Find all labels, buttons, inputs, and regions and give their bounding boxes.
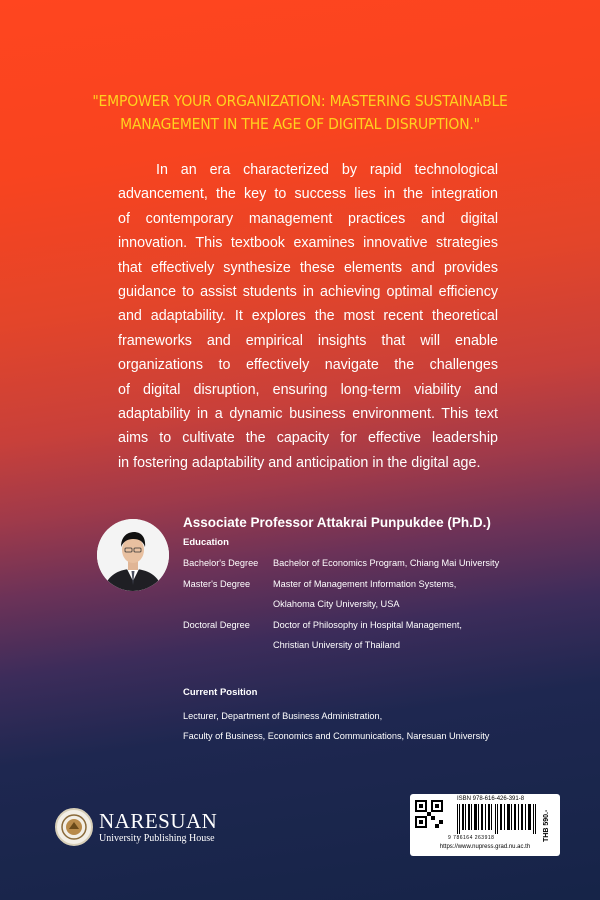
author-photo — [97, 519, 169, 591]
position-line: Faculty of Business, Economics and Communications, Naresuan University — [183, 731, 490, 741]
description-line: that effectively synthesize these elements and provides — [118, 259, 498, 276]
book-description — [118, 158, 498, 475]
description-line: frameworks and empirical insights that will enable — [118, 332, 498, 349]
education-heading: Education — [183, 537, 229, 548]
description-line: advancement, the key to success lies in the integration — [118, 186, 498, 203]
quote-line-1: "EMPOWER YOUR ORGANIZATION: MASTERING SUSTAINABLE — [92, 92, 508, 110]
description-line: and adaptability. It explores the most recent theoretical — [118, 308, 498, 325]
qr-code-icon — [415, 800, 443, 828]
price-label: THB 590.- — [543, 809, 550, 842]
publisher-name: NARESUAN — [99, 808, 218, 833]
description-line: aims to cultivate the capacity for effective leadership — [118, 430, 498, 447]
degree-label: Doctoral Degree — [183, 619, 250, 630]
publisher-subtitle: University Publishing House — [99, 832, 215, 844]
barcode-icon — [457, 804, 539, 834]
degree-detail-line: Master of Management Information Systems, — [273, 578, 457, 589]
quote-line-2: MANAGEMENT IN THE AGE OF DIGITAL DISRUPTION." — [120, 115, 480, 133]
publisher-url: https://www.nupress.grad.nu.ac.th — [439, 844, 531, 850]
university-seal-icon — [55, 808, 93, 846]
degree-label: Master's Degree — [183, 578, 251, 589]
degree-label: Bachelor's Degree — [183, 558, 259, 568]
position-line: Lecturer, Department of Business Administration, — [183, 710, 383, 721]
barcode-digits: 9 786164 263918 — [448, 835, 495, 841]
back-cover-quote — [60, 90, 540, 136]
description-line: innovation. This textbook examines innovative strategies — [118, 235, 498, 252]
degree-detail-line: Oklahoma City University, USA — [273, 599, 400, 609]
isbn-number: ISBN 978-616-426-391-8 — [457, 796, 525, 802]
education-row — [183, 553, 583, 574]
description-line: of digital disruption, ensuring long-term viability and — [118, 381, 498, 398]
degree-detail-line: Bachelor of Economics Program, Chiang Mai University — [273, 558, 500, 568]
description-line: In an era characterized by rapid technological — [156, 162, 498, 178]
isbn-barcode-block — [410, 794, 560, 856]
description-line: of contemporary management practices and digital — [118, 210, 498, 227]
education-row — [183, 615, 583, 656]
description-line: guidance to assist students in achieving optimal efficiency — [118, 283, 498, 300]
education-row — [183, 574, 583, 615]
description-line: adaptability in a dynamic business environment. This text — [118, 405, 498, 422]
degree-detail — [273, 574, 583, 615]
current-position — [183, 683, 583, 747]
author-name: Associate Professor Attakrai Punpukdee (Ph.D.) — [183, 515, 491, 530]
degree-detail — [273, 615, 583, 656]
publisher-logo — [55, 808, 217, 846]
degree-detail — [273, 553, 583, 574]
description-line: in fostering adaptability and anticipation in the digital age. — [118, 454, 481, 471]
degree-detail-line: Doctor of Philosophy in Hospital Management, — [273, 619, 462, 630]
description-line: organizations to effectively navigate the challenges — [118, 357, 498, 374]
position-heading: Current Position — [183, 687, 258, 698]
degree-detail-line: Christian University of Thailand — [273, 640, 400, 650]
author-info — [183, 515, 583, 656]
